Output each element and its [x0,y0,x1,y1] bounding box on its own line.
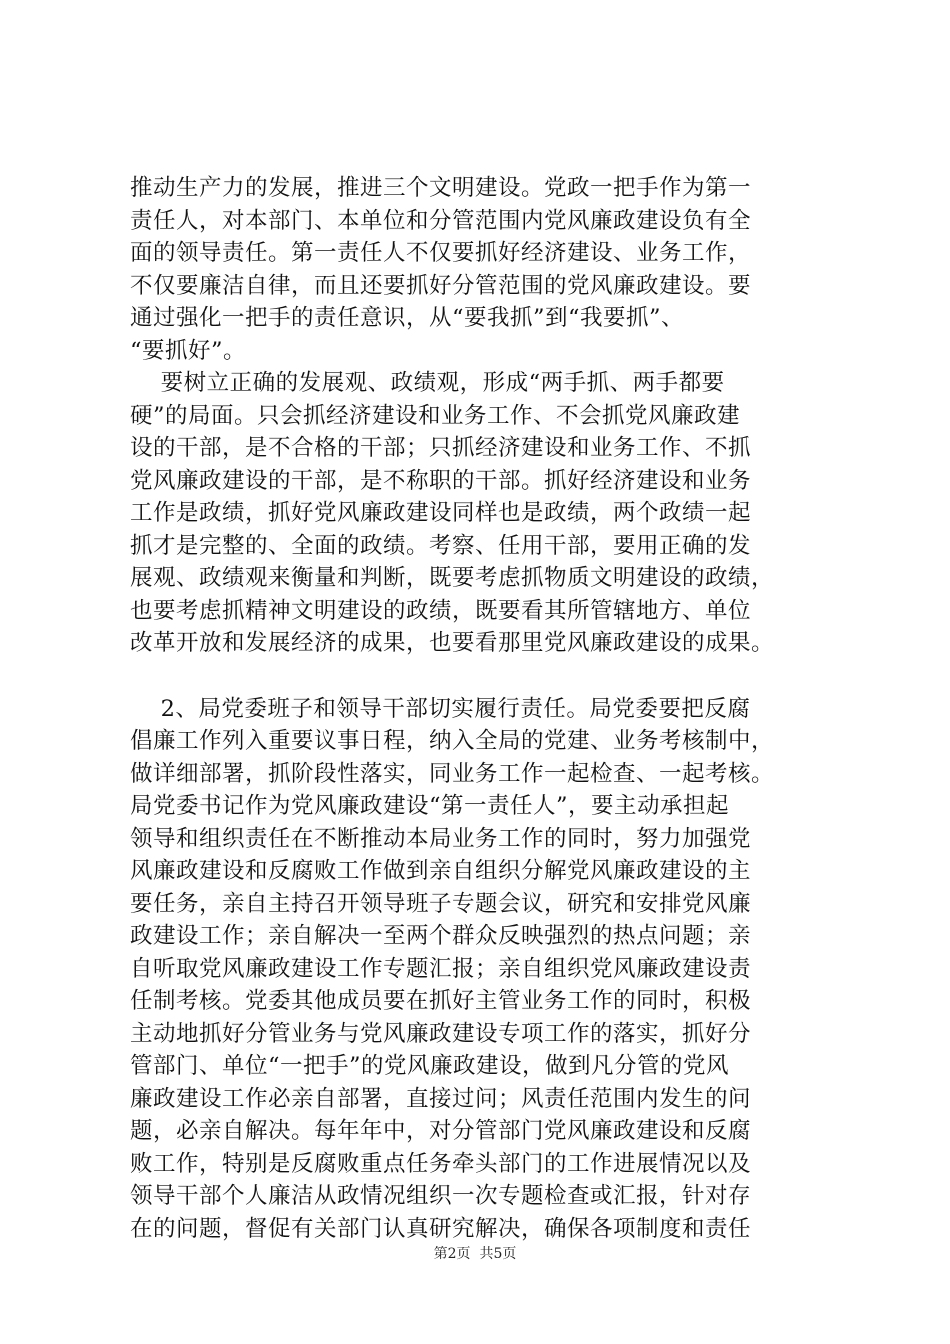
text-line: 设的干部，是不合格的干部；只抓经济建设和业务工作、不抓 [130,435,752,461]
text-line: 领导和组织责任在不断推动本局业务工作的同时，努力加强党 [130,825,752,852]
text-line: 题，必亲自解决。每年年中，对分管部门党风廉政建设和反腐 [130,1118,752,1144]
text-line: 领导干部个人廉洁从政情况组织一次专题检查或汇报，针对存 [130,1183,752,1209]
text-line: 工作是政绩，抓好党风廉政建设同样也是政绩，两个政绩一起 [130,500,752,526]
paragraph-spacer [130,660,850,693]
text-line: 责任人，对本部门、本单位和分管范围内党风廉政建设负有全 [130,207,752,234]
text-line: 自听取党风廉政建设工作专题汇报；亲自组织党风廉政建设责 [130,955,752,982]
text-line: 要树立正确的发展观、政绩观，形成“两手抓、两手都要 [130,370,725,396]
text-line: 廉政建设工作必亲自部署，直接过问；风责任范围内发生的问 [130,1085,752,1112]
paragraph-party-committee-duty [130,693,850,1246]
text-line: “要抓好”。 [130,337,247,364]
text-line: 主动地抓好分管业务与党风廉政建设专项工作的落实，抓好分 [130,1020,752,1047]
text-line: 局党委书记作为党风廉政建设“第一责任人”，要主动承担起 [130,793,730,819]
text-line: 倡廉工作列入重要议事日程，纳入全局的党建、业务考核制中， [130,728,775,754]
text-line: 在的问题，督促有关部门认真研究解决，确保各项制度和责任 [130,1215,752,1242]
text-line: 硬”的局面。只会抓经济建设和业务工作、不会抓党风廉政建 [130,402,741,429]
text-line: 也要考虑抓精神文明建设的政绩，既要看其所管辖地方、单位 [130,597,752,624]
text-line: 推动生产力的发展，推进三个文明建设。党政一把手作为第一 [130,175,752,201]
text-line: 败工作，特别是反腐败重点任务牵头部门的工作进展情况以及 [130,1150,752,1177]
document-body [130,172,850,1245]
text-line: 展观、政绩观来衡量和判断，既要考虑抓物质文明建设的政绩， [130,565,775,591]
text-line: 风廉政建设和反腐败工作做到亲自组织分解党风廉政建设的主 [130,858,752,884]
text-line: 抓才是完整的、全面的政绩。考察、任用干部，要用正确的发 [130,532,752,559]
text-line: 政建设工作；亲自解决一至两个群众反映强烈的热点问题；亲 [130,923,752,949]
text-line: 党风廉政建设的干部，是不称职的干部。抓好经济建设和业务 [130,467,752,494]
text-line: 面的领导责任。第一责任人不仅要抓好经济建设、业务工作， [130,240,752,266]
text-line: 做详细部署，抓阶段性落实，同业务工作一起检查、一起考核。 [130,760,775,787]
text-line: 管部门、单位“一把手”的党风廉政建设，做到凡分管的党风 [130,1053,730,1079]
text-line: 要任务，亲自主持召开领导班子专题会议，研究和安排党风廉 [130,890,752,917]
text-line: 2、局党委班子和领导干部切实履行责任。局党委要把反腐 [130,695,751,722]
text-line: 通过强化一把手的责任意识，从“要我抓”到“我要抓”、 [130,305,685,331]
text-line: 不仅要廉洁自律，而且还要抓好分管范围的党风廉政建设。要 [130,272,752,299]
text-line: 改革开放和发展经济的成果，也要看那里党风廉政建设的成果。 [130,630,775,656]
paragraph-continued [130,172,850,367]
paragraph-development-view [130,367,850,660]
page-number-footer: 第2页 共5页 [433,1246,517,1262]
text-line: 任制考核。党委其他成员要在抓好主管业务工作的同时，积极 [130,988,752,1014]
